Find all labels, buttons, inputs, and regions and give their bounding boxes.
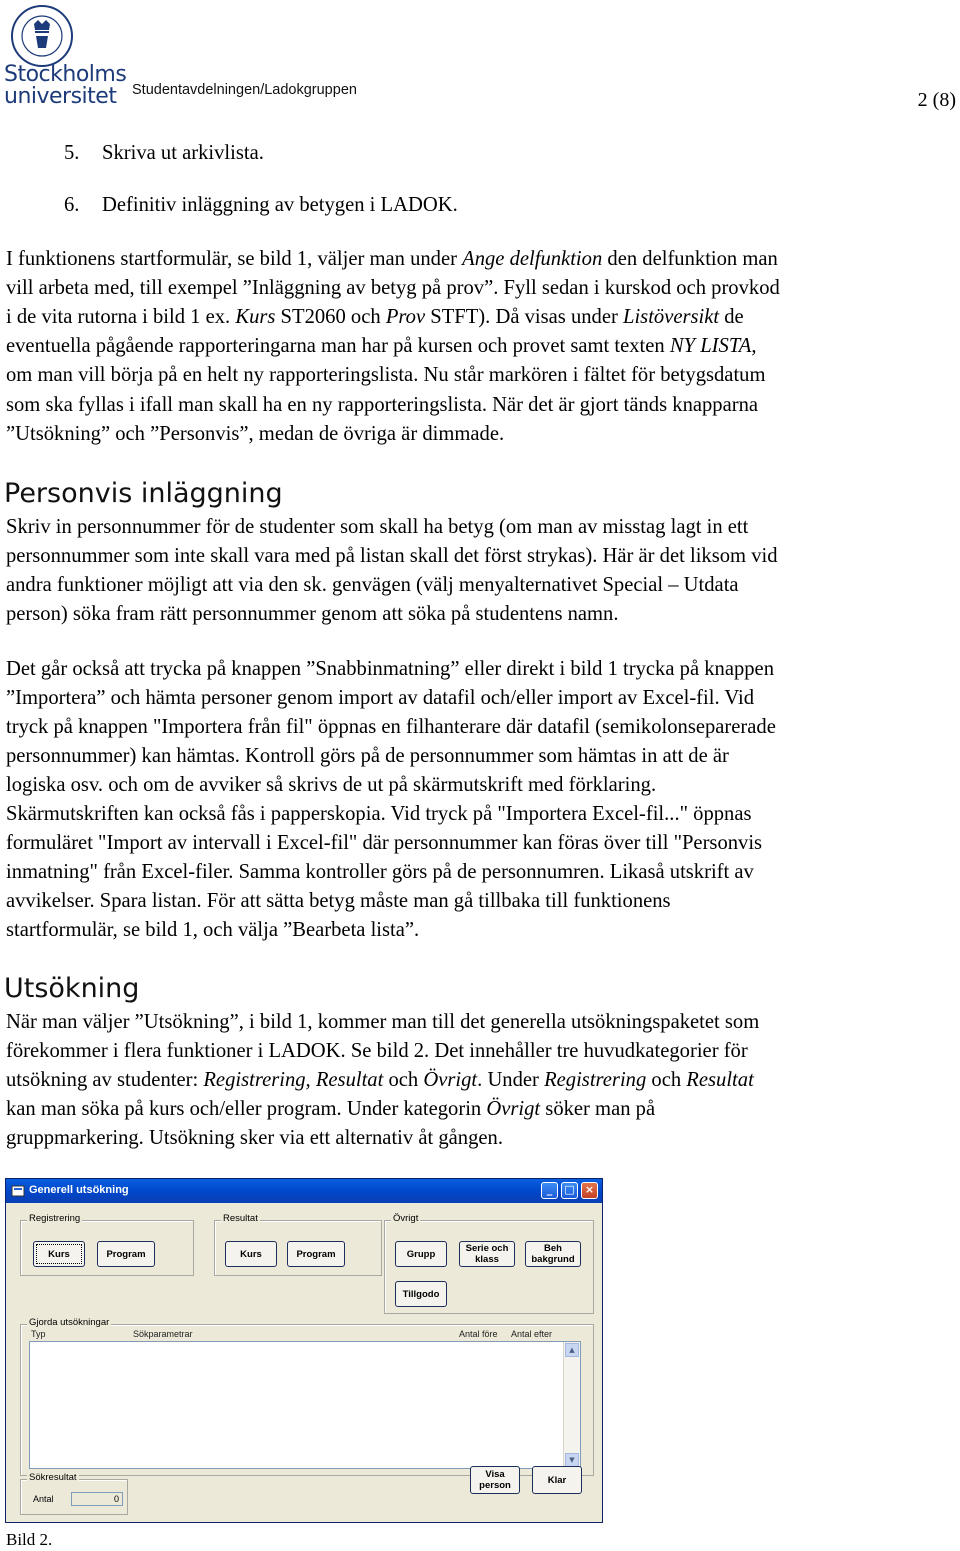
group-registrering [20,1213,194,1276]
stockholm-university-logo [4,4,130,109]
text-line [6,245,778,274]
italic-term: Listöversikt [623,306,720,329]
list-item-text: Definitiv inläggning av betygen i LADOK. [102,194,458,216]
logo-text-line2: universitet [4,84,117,109]
visa-person-button[interactable]: Visa person [470,1466,520,1494]
text-run: vill arbeta med, till exempel ”Inläggning av betyg på prov”. Fyll sedan i kurskod och provkod [6,277,780,300]
text-line [6,361,765,390]
text-run: om man vill börja på en helt ny rapporteringslista. Nu står markören i fältet för betygsdatum [6,364,766,387]
list-item [64,139,264,168]
window-titlebar [6,1179,602,1203]
app-icon [11,1184,25,1198]
text-run: som ska fyllas i ifall man skall ha en ny rapporteringslista. När det är gjort tänds knapparna [6,393,759,416]
text-line: ”Importera” och hämta personer genom import av datafil och/eller import av Excel-fil. Vid [6,687,755,709]
text-run: och [383,1069,424,1092]
text-run: kan man söka på kurs och/eller program. Under kategorin [6,1098,487,1121]
text-run: ”Utsökning” och ”Personvis”, medan de övriga är dimmade. [6,422,505,445]
antal-field: 0 [71,1492,123,1506]
text-run: utsökning av studenter: [6,1069,204,1092]
text-line [6,303,744,332]
heading-utsokning: Utsökning [4,973,140,1004]
text-run: . Under [477,1069,545,1092]
text-run: söker man på [540,1098,656,1121]
column-header-typ[interactable]: Typ [31,1329,46,1339]
vertical-scrollbar[interactable] [563,1342,580,1468]
registrering-kurs-button[interactable]: Kurs [33,1241,85,1267]
text-line: startformulär, se bild 1, och välja ”Bearbeta lista”. [6,919,420,941]
heading-personvis: Personvis inläggning [4,478,283,509]
registrering-program-button[interactable]: Program [97,1241,155,1267]
italic-term: Ange delfunktion [462,248,603,270]
minimize-button[interactable]: _ [541,1182,558,1199]
italic-term: Registrering [544,1069,647,1092]
group-resultat [214,1213,382,1276]
group-sokresultat [20,1472,128,1515]
logo-text-line1: Stockholms [4,62,127,87]
text-run: STFT). Då visas under [425,306,623,329]
text-run: I funktionens startformulär, se bild 1, väljer man under [6,248,463,270]
column-header-sokparametrar[interactable]: Sökparametrar [133,1329,193,1339]
generell-utsokning-window [5,1178,603,1523]
text-line [6,1124,503,1153]
text-line: formuläret "Import av intervall i Excel-fil" där personnummer kan föras över till "Personvis [6,832,763,854]
window-title: Generell utsökning [29,1184,129,1196]
figure-caption: Bild 2. [6,1530,53,1549]
text-line: inmatning" från Excel-filer. Samma kontroller görs på de personnumren. Likaså utskrift av [6,861,754,883]
close-button[interactable]: × [581,1182,598,1199]
resultat-program-button[interactable]: Program [287,1241,345,1267]
text-line: logiska osv. och om de avviker så skrivs de ut på skärmutskrift med förklaring. [6,774,657,796]
text-line: person) söka fram rätt personnummer genom att söka på studentens namn. [6,603,619,625]
text-line [6,420,504,449]
beh-bakgrund-button[interactable]: Beh bakgrund [525,1241,581,1267]
antal-label: Antal [33,1494,54,1504]
page-number: 2 (8) [917,89,956,111]
tillgodo-button[interactable]: Tillgodo [395,1281,447,1307]
list-item-text: Skriva ut arkivlista. [102,142,264,164]
text-line [6,1066,754,1095]
text-line [6,1008,759,1037]
group-label: Gjorda utsökningar [29,1317,110,1328]
maximize-button[interactable]: □ [561,1182,578,1199]
italic-term: Övrigt [486,1098,541,1121]
text-line [6,1095,655,1124]
text-line [6,332,756,361]
list-item-number: 5. [64,142,80,164]
group-label: Övrigt [393,1213,419,1224]
text-line: Skärmutskriften kan också fås i papperskopia. Vid tryck på "Importera Excel-fil..." öppnas [6,803,752,825]
grupp-button[interactable]: Grupp [395,1241,447,1267]
text-run: eventuella pågående rapporteringarna man har på kursen och provet samt texten [6,335,670,358]
text-run: de [719,306,744,329]
text-line: Skriv in personnummer för de studenter som skall ha betyg (om man av misstag lagt in ett [6,516,749,538]
text-run: , [751,335,757,358]
department-label: Studentavdelningen/Ladokgruppen [132,82,357,98]
group-label: Sökresultat [29,1472,77,1483]
group-label: Registrering [29,1213,81,1224]
text-line [6,1037,748,1066]
scroll-up-icon[interactable]: ▲ [565,1343,579,1357]
text-run: och [646,1069,687,1092]
column-header-antal-efter[interactable]: Antal efter [511,1329,553,1339]
resultat-kurs-button[interactable]: Kurs [225,1241,277,1267]
text-line: personnummer) kan hämtas. Kontroll görs på de personnummer som hämtas in att de är [6,745,729,767]
text-run: ST2060 och [275,306,386,329]
utsokningar-list[interactable] [29,1341,581,1469]
text-run: gruppmarkering. Utsökning sker via ett alternativ åt gången. [6,1127,503,1150]
text-line [6,391,758,420]
italic-term: Registrering, Resultat [203,1069,384,1092]
italic-term: NY LISTA [669,335,752,358]
text-line [6,274,780,303]
group-gjorda-utsokningar [20,1317,594,1476]
column-header-antal-fore[interactable]: Antal före [459,1329,498,1339]
text-line: andra funktioner möjligt att via den sk. genvägen (välj menyalternativet Special – Utdata [6,574,739,596]
scroll-down-icon[interactable]: ▼ [565,1453,579,1467]
italic-term: Kurs [235,306,276,329]
text-run: förekommer i flera funktioner i LADOK. Se bild 2. Det innehåller tre huvudkategorier för [6,1040,748,1063]
klar-button[interactable]: Klar [532,1466,582,1494]
text-run: den delfunktion man [602,248,778,270]
text-run: i de vita rutorna i bild 1 ex. [6,306,236,329]
italic-term: Prov [385,306,426,329]
serie-och-klass-button[interactable]: Serie och klass [459,1241,515,1267]
text-line: avvikelser. Spara listan. För att sätta betyg måste man gå tillbaka till funktionens [6,890,671,912]
text-run: När man väljer ”Utsökning”, i bild 1, kommer man till det generella utsökningspaketet som [6,1011,760,1033]
text-line: tryck på knappen "Importera från fil" öppnas en filhanterare där datafil (semikolonseparerade [6,716,776,738]
text-line: personnummer som inte skall vara med på listan skall det först strykas). Här är det liksom vid [6,545,778,567]
group-label: Resultat [223,1213,258,1224]
list-item [64,191,458,220]
text-line: Det går också att trycka på knappen ”Snabbinmatning” eller direkt i bild 1 trycka på knappen [6,658,774,680]
group-ovrigt [384,1213,594,1314]
italic-term: Resultat [686,1069,754,1092]
italic-term: Övrigt [423,1069,478,1092]
list-item-number: 6. [64,194,80,216]
